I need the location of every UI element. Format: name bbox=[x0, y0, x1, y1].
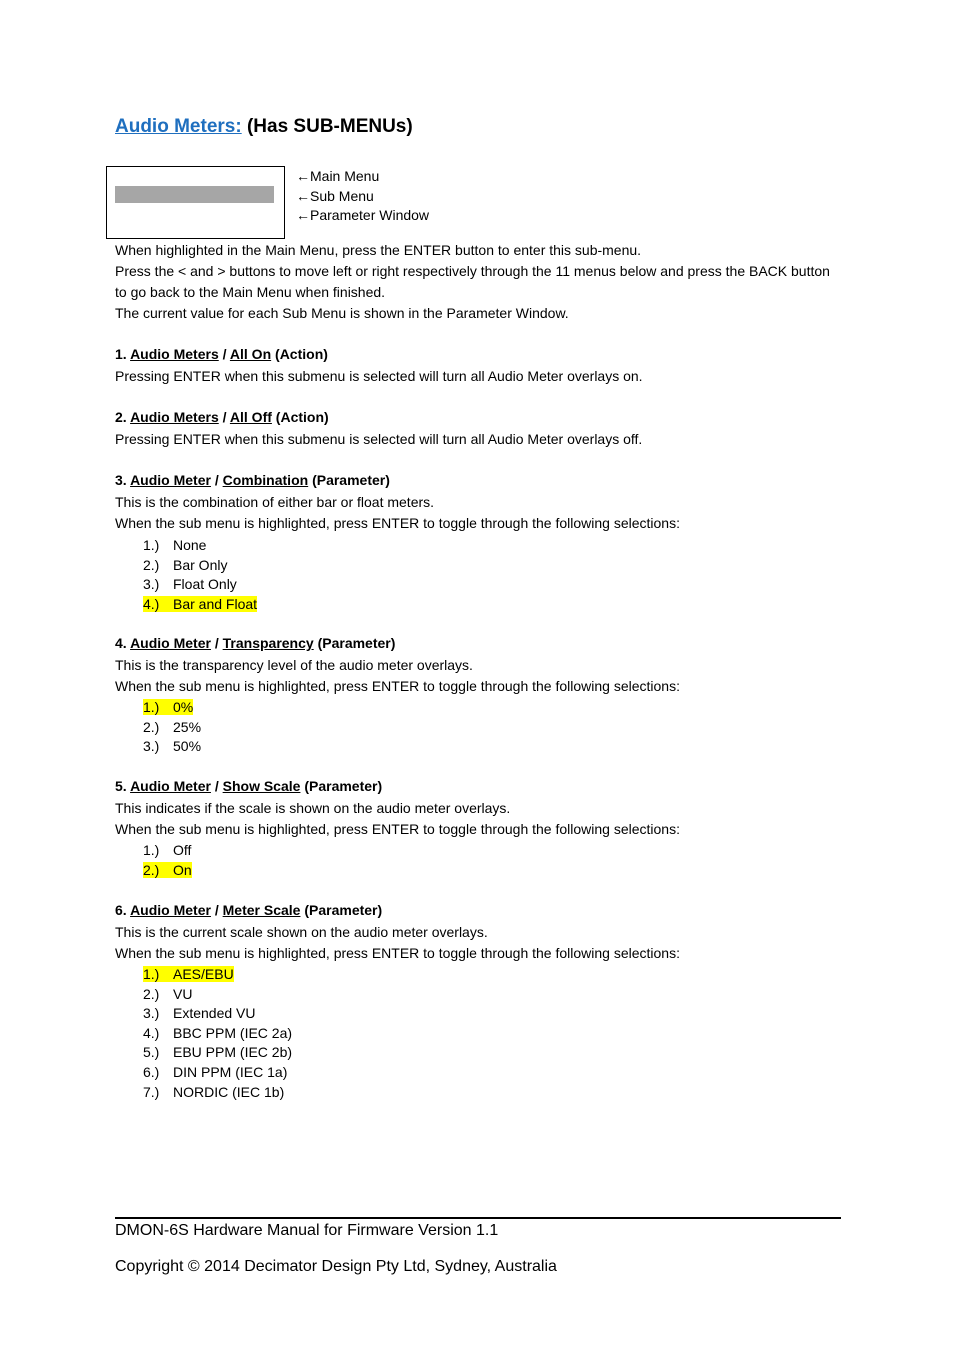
description-line: When the sub menu is highlighted, press ENTER to toggle through the following selections: bbox=[115, 821, 680, 837]
section-kind: (Parameter) bbox=[304, 902, 383, 918]
description-line: When the sub menu is highlighted, press ENTER to toggle through the following selections: bbox=[115, 678, 680, 694]
list-item-default: 2.) On bbox=[143, 861, 192, 878]
intro-line: Press the < and > buttons to move left or right respectively through the 11 menus below and press the BACK button to go back to the Main Menu when finished. bbox=[115, 263, 830, 300]
menu-link: Audio Meter bbox=[130, 635, 211, 651]
description-line: When the sub menu is highlighted, press ENTER to toggle through the following selections: bbox=[115, 945, 680, 961]
section-description bbox=[115, 492, 680, 534]
selection-list bbox=[143, 965, 292, 1102]
section-kind: (Action) bbox=[275, 346, 328, 362]
footer-divider bbox=[115, 1217, 841, 1219]
lcd-labels bbox=[296, 167, 429, 226]
list-item: 2.) 25% bbox=[143, 718, 202, 735]
title-suffix: (Has SUB-MENUs) bbox=[241, 116, 413, 137]
submenu-link: Meter Scale bbox=[222, 902, 301, 918]
section-description bbox=[115, 798, 680, 840]
section-kind: (Parameter) bbox=[312, 472, 390, 488]
description-line: This is the current scale shown on the audio meter overlays. bbox=[115, 924, 488, 940]
description-line: This indicates if the scale is shown on the audio meter overlays. bbox=[115, 800, 511, 816]
description-line: This is the transparency level of the audio meter overlays. bbox=[115, 657, 473, 673]
section-kind: (Action) bbox=[275, 409, 329, 425]
list-item: 6.) DIN PPM (IEC 1a) bbox=[143, 1063, 288, 1080]
page-title bbox=[115, 116, 413, 138]
list-item: 3.) 50% bbox=[143, 738, 202, 755]
list-item: 5.) EBU PPM (IEC 2b) bbox=[143, 1044, 293, 1061]
selection-list bbox=[143, 698, 201, 757]
section-heading: 3. Audio Meter / Combination (Parameter) bbox=[115, 472, 390, 488]
selection-list bbox=[143, 841, 192, 880]
menu-link: Audio Meter bbox=[130, 778, 211, 794]
section-heading: 5. Audio Meter / Show Scale (Parameter) bbox=[115, 778, 383, 794]
main-menu-label: ←Main Menu bbox=[296, 168, 380, 184]
description-line: When the sub menu is highlighted, press ENTER to toggle through the following selections: bbox=[115, 515, 680, 531]
section-heading: 6. Audio Meter / Meter Scale (Parameter) bbox=[115, 902, 383, 918]
lcd-display-diagram bbox=[106, 166, 285, 239]
list-item: 2.) VU bbox=[143, 985, 193, 1002]
list-item: 2.) Bar Only bbox=[143, 556, 228, 573]
intro-line: When highlighted in the Main Menu, press the ENTER button to enter this sub-menu. bbox=[115, 242, 642, 258]
list-item: 1.) Off bbox=[143, 842, 192, 858]
list-item: 3.) Extended VU bbox=[143, 1005, 256, 1022]
section-kind: (Parameter) bbox=[304, 778, 383, 794]
section-description bbox=[115, 922, 680, 964]
section-number: 5. bbox=[115, 778, 127, 794]
footer-manual-version: DMON-6S Hardware Manual for Firmware Version 1.1 bbox=[115, 1222, 499, 1239]
menu-link: Audio Meter bbox=[130, 902, 211, 918]
menu-link: Audio Meters bbox=[130, 409, 219, 425]
menu-link: Audio Meters bbox=[130, 346, 219, 362]
lcd-highlight-bar bbox=[115, 186, 274, 203]
menu-link: Audio Meter bbox=[130, 472, 211, 488]
intro-paragraph bbox=[115, 240, 835, 324]
section-heading: 1. Audio Meters / All On (Action) bbox=[115, 346, 328, 362]
section-number: 1. bbox=[115, 346, 127, 362]
section-number: 3. bbox=[115, 472, 127, 488]
section-number: 4. bbox=[115, 635, 127, 651]
list-item: 1.) None bbox=[143, 537, 207, 553]
intro-line: The current value for each Sub Menu is shown in the Parameter Window. bbox=[115, 305, 569, 321]
section-heading: 4. Audio Meter / Transparency (Parameter) bbox=[115, 635, 396, 651]
selection-list bbox=[143, 536, 257, 614]
section-description bbox=[115, 366, 643, 387]
description-line: Pressing ENTER when this submenu is selected will turn all Audio Meter overlays off. bbox=[115, 431, 643, 447]
parameter-window-label: ←Parameter Window bbox=[296, 207, 430, 224]
list-item: 3.) Float Only bbox=[143, 576, 237, 593]
list-item-default: 1.) AES/EBU bbox=[143, 966, 234, 982]
footer-copyright: Copyright © 2014 Decimator Design Pty Ltd, Sydney, Australia bbox=[115, 1258, 557, 1275]
section-heading: 2. Audio Meters / All Off (Action) bbox=[115, 409, 329, 425]
submenu-link: All On bbox=[229, 346, 272, 362]
list-item: 7.) NORDIC (IEC 1b) bbox=[143, 1083, 285, 1100]
submenu-link: Combination bbox=[222, 472, 309, 488]
audio-meters-link[interactable]: Audio Meters: bbox=[115, 116, 242, 137]
section-kind: (Parameter) bbox=[317, 635, 396, 651]
submenu-link: All Off bbox=[229, 409, 272, 425]
description-line: This is the combination of either bar or float meters. bbox=[115, 494, 435, 510]
list-item-default: 1.) 0% bbox=[143, 699, 194, 715]
submenu-link: Show Scale bbox=[222, 778, 301, 794]
description-line: Pressing ENTER when this submenu is selected will turn all Audio Meter overlays on. bbox=[115, 368, 643, 384]
list-item: 4.) BBC PPM (IEC 2a) bbox=[143, 1024, 293, 1041]
sub-menu-label: ←Sub Menu bbox=[296, 187, 374, 204]
section-description bbox=[115, 655, 680, 697]
submenu-link: Transparency bbox=[222, 635, 314, 651]
section-number: 6. bbox=[115, 902, 127, 918]
list-item-default: 4.) Bar and Float bbox=[143, 595, 258, 612]
section-number: 2. bbox=[115, 409, 127, 425]
section-description bbox=[115, 429, 642, 450]
